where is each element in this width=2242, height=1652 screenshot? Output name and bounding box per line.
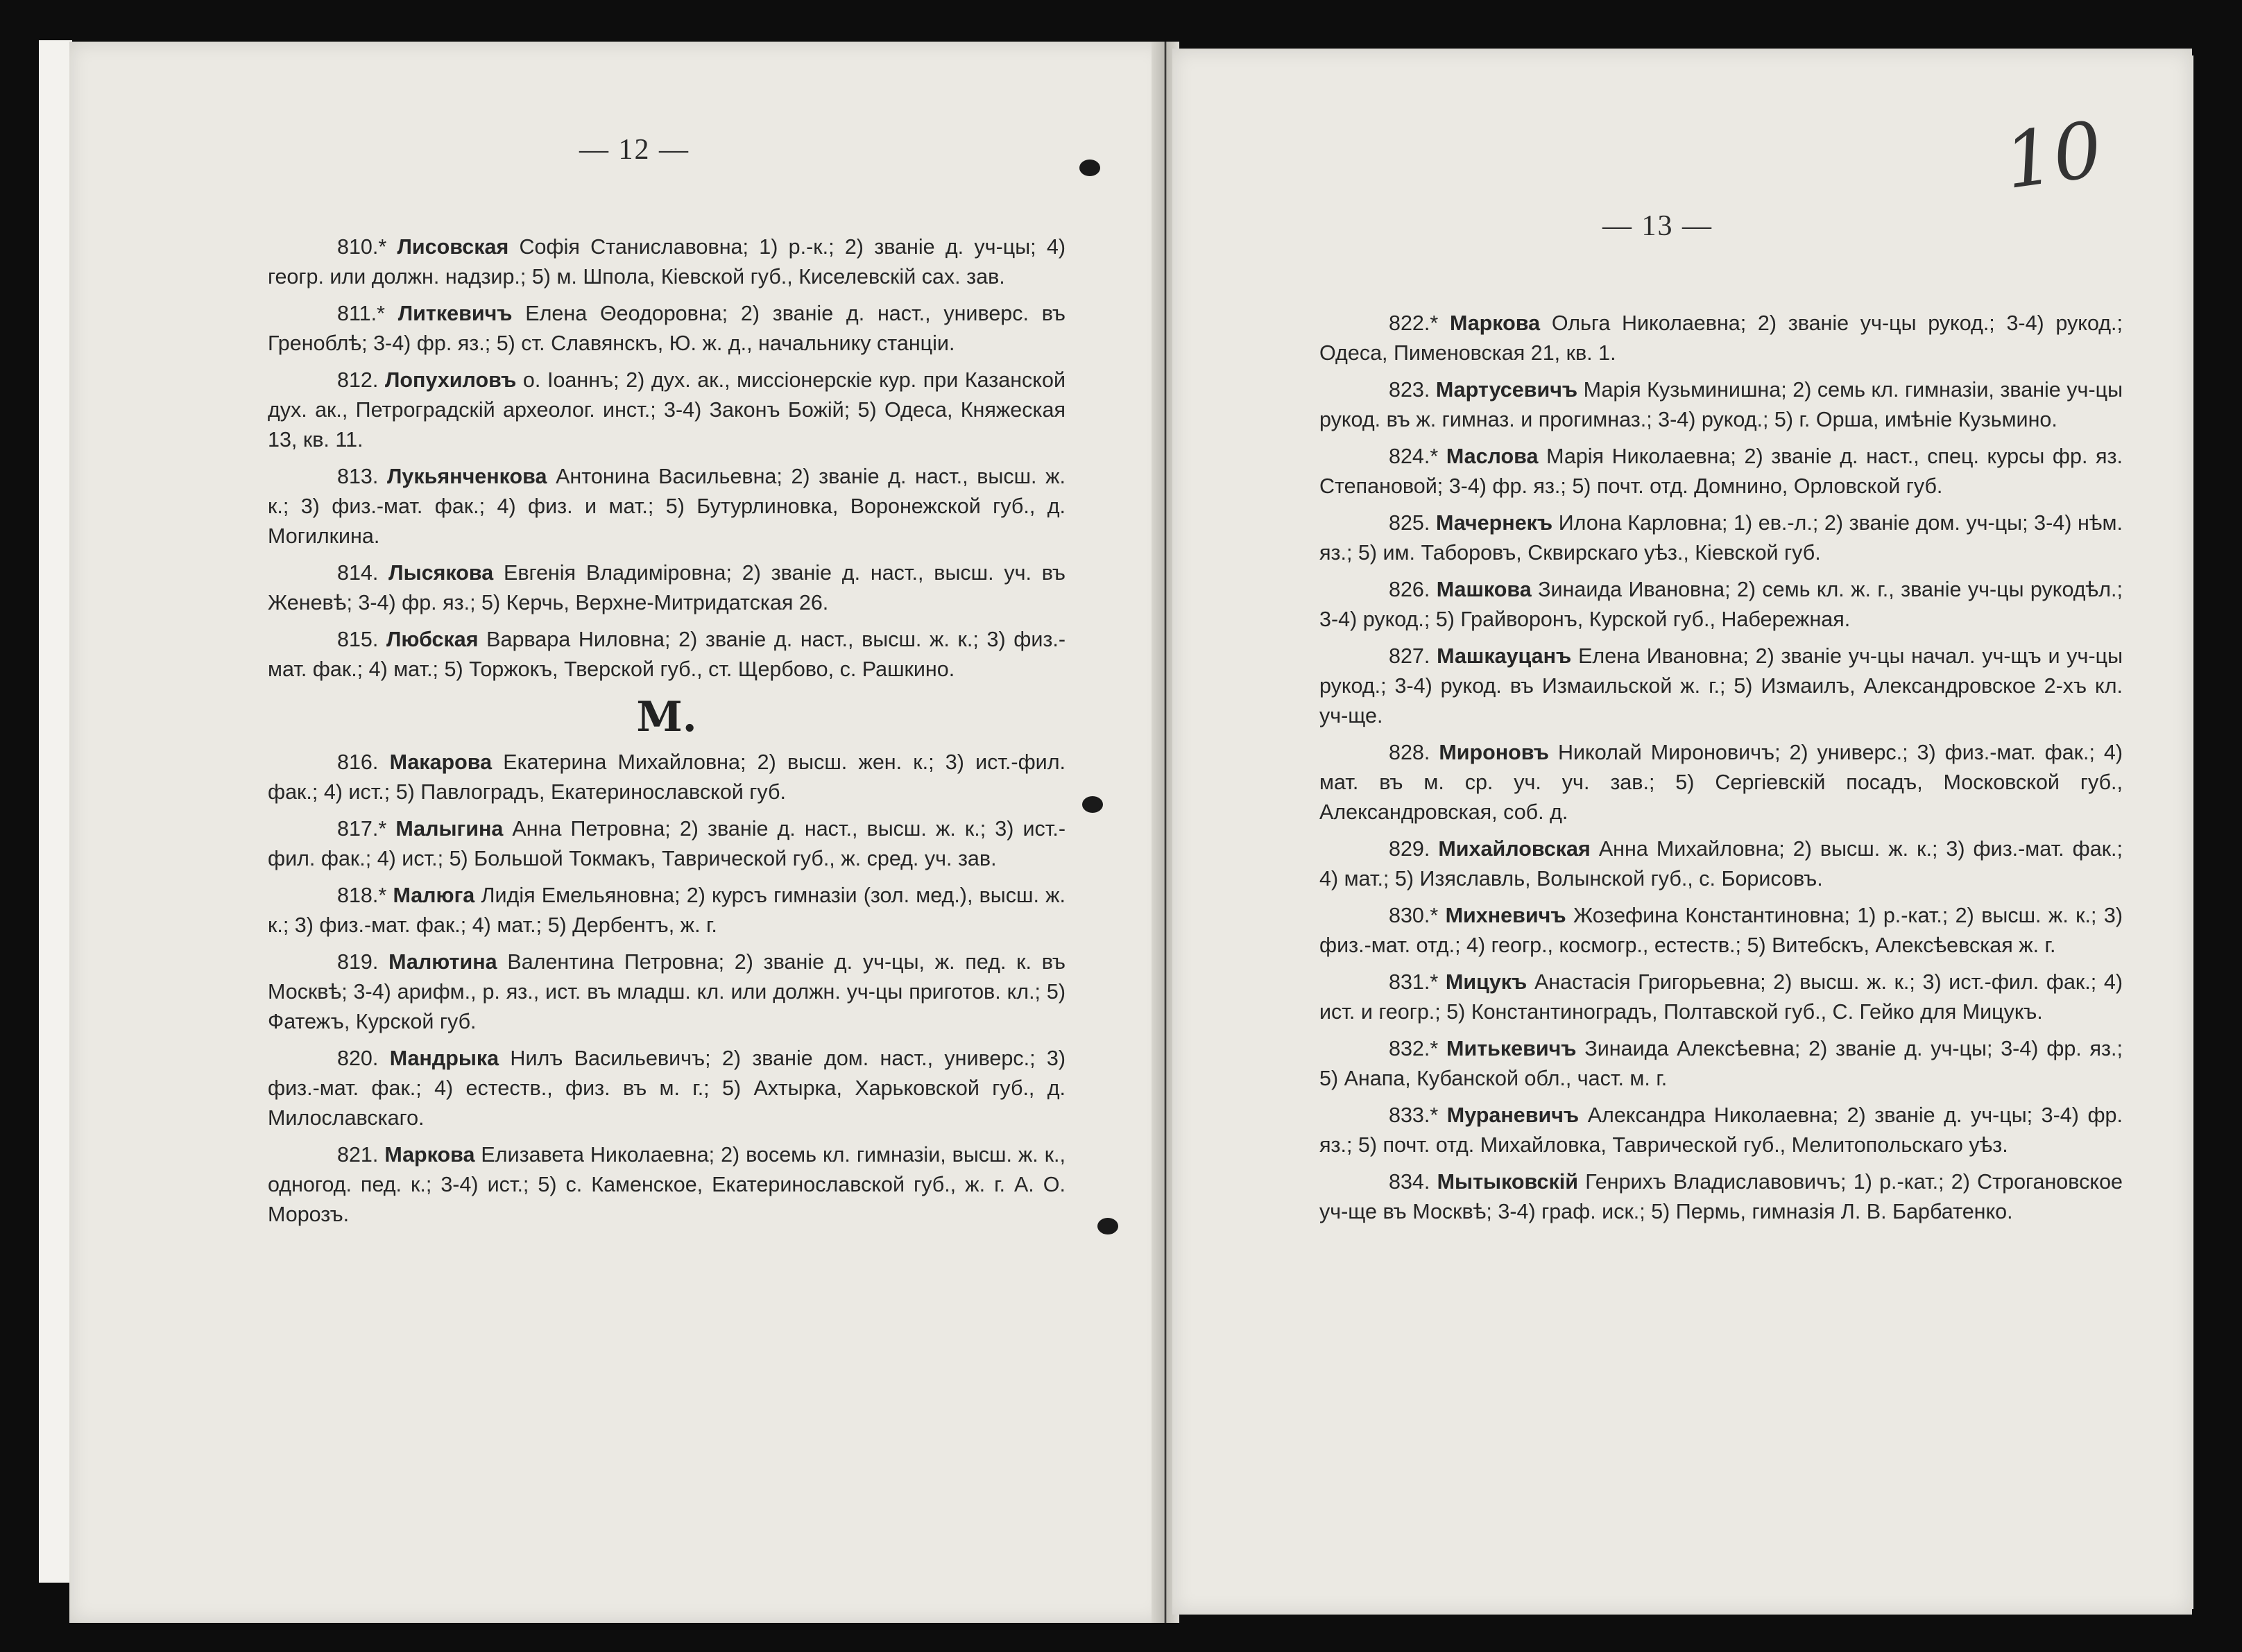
entry-details: Варвара Ниловна; 2) званіе д. наст., высш. ж. к.; 3) физ.-мат. фак.; 4) мат.; 5) Торжокъ, Тверской губ., ст. Щербово, с. Рашкино. bbox=[268, 628, 1066, 681]
entry-surname: Машкауцанъ bbox=[1437, 644, 1572, 668]
entry-details: о. Іоаннъ; 2) дух. ак., миссіонерскіе кур. при Казанской дух. ак., Петроградскій археолог. инст.; 3-4) Законъ Божій; 5) Одеса, Княжеская 13, кв. 11. bbox=[268, 368, 1066, 451]
entry-details: Лидія Емельяновна; 2) курсъ гимназіи (зол. мед.), высш. ж. к.; 3) физ.-мат. фак.; 4) мат.; 5) Дербентъ, ж. г. bbox=[268, 884, 1066, 937]
entry-surname: Любская bbox=[386, 628, 479, 651]
entry-details: Анна Михайловна; 2) высш. ж. к.; 3) физ.-мат. фак.; 4) мат.; 5) Изяславль, Волынской губ., с. Борисовъ. bbox=[1319, 837, 2123, 890]
entry-details: Софія Станиславовна; 1) р.-к.; 2) званіе д. уч-цы; 4) геогр. или должн. надзир.; 5) м. Шпола, Кіевской губ., Киселевскій сах. зав. bbox=[268, 235, 1066, 289]
entry-number: 813. bbox=[337, 465, 379, 488]
entry-number: 812. bbox=[337, 368, 379, 392]
list-entry bbox=[1319, 1034, 2123, 1094]
list-entry bbox=[1319, 967, 2123, 1027]
list-entry bbox=[268, 299, 1066, 359]
entry-surname: Маслова bbox=[1446, 445, 1539, 468]
entry-surname: Маркова bbox=[1449, 311, 1541, 335]
entry-number: 811.* bbox=[337, 302, 385, 325]
entry-details: Зинаида Алексѣевна; 2) званіе д. уч-цы; 3-4) фр. яз.; 5) Анапа, Кубанской обл., част. м. г. bbox=[1319, 1037, 2123, 1090]
entry-details: Нилъ Васильевичъ; 2) званіе дом. наст., универс.; 3) физ.-мат. фак.; 4) естеств., физ. въ м. г.; 5) Ахтырка, Харьковской губ., д. Милославскаго. bbox=[268, 1047, 1066, 1130]
binding-hole bbox=[1097, 1218, 1118, 1234]
list-entry bbox=[1319, 375, 2123, 435]
entry-number: 816. bbox=[337, 750, 379, 774]
entry-number: 818.* bbox=[337, 884, 387, 907]
entry-list bbox=[1319, 309, 2123, 1227]
entry-surname: Мураневичъ bbox=[1446, 1103, 1580, 1127]
entry-surname: Мачернекъ bbox=[1435, 511, 1553, 535]
entry-list bbox=[268, 232, 1066, 685]
page-edge bbox=[39, 40, 72, 1583]
section-letter: M. bbox=[636, 693, 697, 741]
list-entry bbox=[268, 462, 1066, 551]
entry-surname: Мандрыка bbox=[389, 1047, 499, 1070]
list-entry bbox=[268, 365, 1066, 455]
entry-surname: Мицукъ bbox=[1445, 970, 1528, 994]
entry-number: 819. bbox=[337, 950, 379, 974]
entry-number: 822.* bbox=[1389, 311, 1439, 335]
page-number: — 12 — bbox=[579, 134, 690, 166]
entry-number: 814. bbox=[337, 561, 379, 585]
entry-details: Илона Карловна; 1) ев.-л.; 2) званіе дом. уч-цы; 3-4) нѣм. яз.; 5) им. Таборовъ, Сквирскаго уѣз., Кіевской губ. bbox=[1319, 511, 2123, 565]
list-entry bbox=[1319, 642, 2123, 731]
list-entry bbox=[1319, 309, 2123, 368]
entry-details: Валентина Петровна; 2) званіе д. уч-цы, ж. пед. к. въ Москвѣ; 3-4) арифм., р. яз., ист. въ младш. кл. или должн. уч-цы приготов. кл.; 5) Фатежъ, Курской губ. bbox=[268, 950, 1066, 1033]
entry-number: 815. bbox=[337, 628, 379, 651]
entry-number: 827. bbox=[1389, 644, 1430, 668]
entry-surname: Мироновъ bbox=[1439, 741, 1550, 764]
list-entry bbox=[1319, 738, 2123, 827]
list-entry bbox=[268, 1140, 1066, 1230]
entry-surname: Маркова bbox=[384, 1143, 475, 1167]
binding-hole bbox=[1082, 796, 1103, 813]
entry-number: 830.* bbox=[1389, 904, 1439, 927]
entry-surname: Митькевичъ bbox=[1446, 1037, 1577, 1060]
entry-surname: Малыгина bbox=[395, 817, 504, 841]
entry-details: Елизавета Николаевна; 2) восемь кл. гимназіи, высш. ж. к., одногод. пед. к.; 3-4) ист.; 5) с. Каменское, Екатеринославской губ., ж. г. А. О. Морозъ. bbox=[268, 1143, 1066, 1226]
entry-surname: Малютина bbox=[388, 950, 497, 974]
entry-details: Марія Николаевна; 2) званіе д. наст., спец. курсы фр. яз. Степановой; 3-4) фр. яз.; 5) почт. отд. Домнино, Орловской губ. bbox=[1319, 445, 2123, 498]
entry-details: Генрихъ Владиславовичъ; 1) р.-кат.; 2) Строгановское уч-ще въ Москвѣ; 3-4) граф. иск.; 5) Пермь, гимназія Л. В. Барбатенко. bbox=[1319, 1170, 2123, 1223]
list-entry bbox=[1319, 575, 2123, 635]
entry-details: Елена Ивановна; 2) званіе уч-цы начал. уч-щъ и уч-цы рукод.; 3-4) рукод. въ Измаильской ж. г.; 5) Измаилъ, Александровское 2-хъ кл. уч-ще. bbox=[1319, 644, 2123, 728]
entry-surname: Михневичъ bbox=[1445, 904, 1566, 927]
entry-surname: Мытыковскій bbox=[1437, 1170, 1578, 1194]
entry-surname: Михайловская bbox=[1438, 837, 1591, 861]
entry-details: Елена Θеодоровна; 2) званіе д. наст., универс. въ Греноблѣ; 3-4) фр. яз.; 5) ст. Славянскъ, Ю. ж. д., начальнику станціи. bbox=[268, 302, 1066, 355]
left-text-column bbox=[268, 232, 1066, 1237]
entry-details: Ольга Николаевна; 2) званіе уч-цы рукод.; 3-4) рукод.; Одеса, Пименовская 21, кв. 1. bbox=[1319, 311, 2123, 365]
entry-number: 810.* bbox=[337, 235, 387, 259]
entry-surname: Лысякова bbox=[388, 561, 494, 585]
left-page bbox=[69, 42, 1165, 1623]
entry-details: Евгенія Владиміровна; 2) званіе д. наст., высш. уч. въ Женевѣ; 3-4) фр. яз.; 5) Керчь, Верхне-Митридатская 26. bbox=[268, 561, 1066, 614]
list-entry bbox=[1319, 442, 2123, 501]
list-entry bbox=[1319, 901, 2123, 961]
entry-number: 817.* bbox=[337, 817, 387, 841]
list-entry bbox=[268, 558, 1066, 618]
entry-details: Анна Петровна; 2) званіе д. наст., высш. ж. к.; 3) ист.-фил. фак.; 4) ист.; 5) Большой Токмакъ, Таврической губ., ж. сред. уч. зав. bbox=[268, 817, 1066, 870]
entry-number: 831.* bbox=[1389, 970, 1439, 994]
entry-surname: Малюга bbox=[393, 884, 475, 907]
entry-number: 829. bbox=[1389, 837, 1430, 861]
entry-number: 828. bbox=[1389, 741, 1430, 764]
entry-surname: Лукьянченкова bbox=[386, 465, 547, 488]
list-entry bbox=[1319, 834, 2123, 894]
entry-details: Марія Кузьминишна; 2) семь кл. гимназіи, званіе уч-цы рукод. въ ж. гимназ. и прогимназ.; 3-4) рукод.; 5) г. Орша, имѣніе Кузьмино. bbox=[1319, 378, 2123, 431]
list-entry bbox=[268, 1044, 1066, 1133]
list-entry bbox=[1319, 1101, 2123, 1160]
binding-hole bbox=[1079, 160, 1100, 176]
list-entry bbox=[1319, 508, 2123, 568]
entry-number: 824.* bbox=[1389, 445, 1439, 468]
handwritten-folio: 10 bbox=[1999, 104, 2108, 207]
list-entry bbox=[268, 625, 1066, 685]
list-entry bbox=[1319, 1167, 2123, 1227]
entry-number: 833.* bbox=[1389, 1103, 1439, 1127]
list-entry bbox=[268, 814, 1066, 874]
entry-number: 834. bbox=[1389, 1170, 1430, 1194]
entry-number: 825. bbox=[1389, 511, 1430, 535]
entry-details: Николай Мироновичъ; 2) универс.; 3) физ.-мат. фак.; 4) мат. въ м. ср. уч. уч. зав.; 5) Сергіевскій посадъ, Московской губ., Александровская, соб. д. bbox=[1319, 741, 2123, 824]
entry-surname: Макарова bbox=[389, 750, 493, 774]
entry-details: Екатерина Михайловна; 2) высш. жен. к.; 3) ист.-фил. фак.; 4) ист.; 5) Павлоградъ, Екатеринославской губ. bbox=[268, 750, 1066, 804]
right-page bbox=[1172, 49, 2192, 1615]
list-entry bbox=[268, 748, 1066, 807]
list-entry bbox=[268, 947, 1066, 1037]
entry-surname: Мартусевичъ bbox=[1435, 378, 1578, 402]
entry-details: Жозефина Константиновна; 1) р.-кат.; 2) высш. ж. к.; 3) физ.-мат. отд.; 4) геогр., космогр., естеств.; 5) Витебскъ, Алексѣевская ж. г. bbox=[1319, 904, 2123, 957]
entry-details: Зинаида Ивановна; 2) семь кл. ж. г., званіе уч-цы рукодѣл.; 3-4) рукод.; 5) Грайворонъ, Курской губ., Набережная. bbox=[1319, 578, 2123, 631]
entry-number: 820. bbox=[337, 1047, 379, 1070]
entry-details: Анастасія Григорьевна; 2) высш. ж. к.; 3) ист.-фил. фак.; 4) ист. и геогр.; 5) Константиноградъ, Полтавской губ., С. Гейко для Мицукъ. bbox=[1319, 970, 2123, 1024]
entry-surname: Лисовская bbox=[397, 235, 509, 259]
entry-number: 832.* bbox=[1389, 1037, 1439, 1060]
entry-number: 826. bbox=[1389, 578, 1430, 601]
entry-surname: Машкова bbox=[1436, 578, 1532, 601]
entry-list bbox=[268, 748, 1066, 1230]
entry-surname: Литкевичъ bbox=[397, 302, 513, 325]
right-text-column bbox=[1319, 309, 2123, 1234]
list-entry bbox=[268, 232, 1066, 292]
entry-details: Александра Николаевна; 2) званіе д. уч-цы; 3-4) фр. яз.; 5) почт. отд. Михайловка, Таврической губ., Мелитопольскаго уѣз. bbox=[1319, 1103, 2123, 1157]
entry-details: Антонина Васильевна; 2) званіе д. наст., высш. ж. к.; 3) физ.-мат. фак.; 4) физ. и мат.; 5) Бутурлиновка, Воронежской губ., д. Могилкина. bbox=[268, 465, 1066, 548]
entry-surname: Лопухиловъ bbox=[384, 368, 517, 392]
page-number: — 13 — bbox=[1602, 210, 1713, 242]
entry-number: 821. bbox=[337, 1143, 379, 1167]
list-entry bbox=[268, 881, 1066, 940]
entry-number: 823. bbox=[1389, 378, 1430, 402]
